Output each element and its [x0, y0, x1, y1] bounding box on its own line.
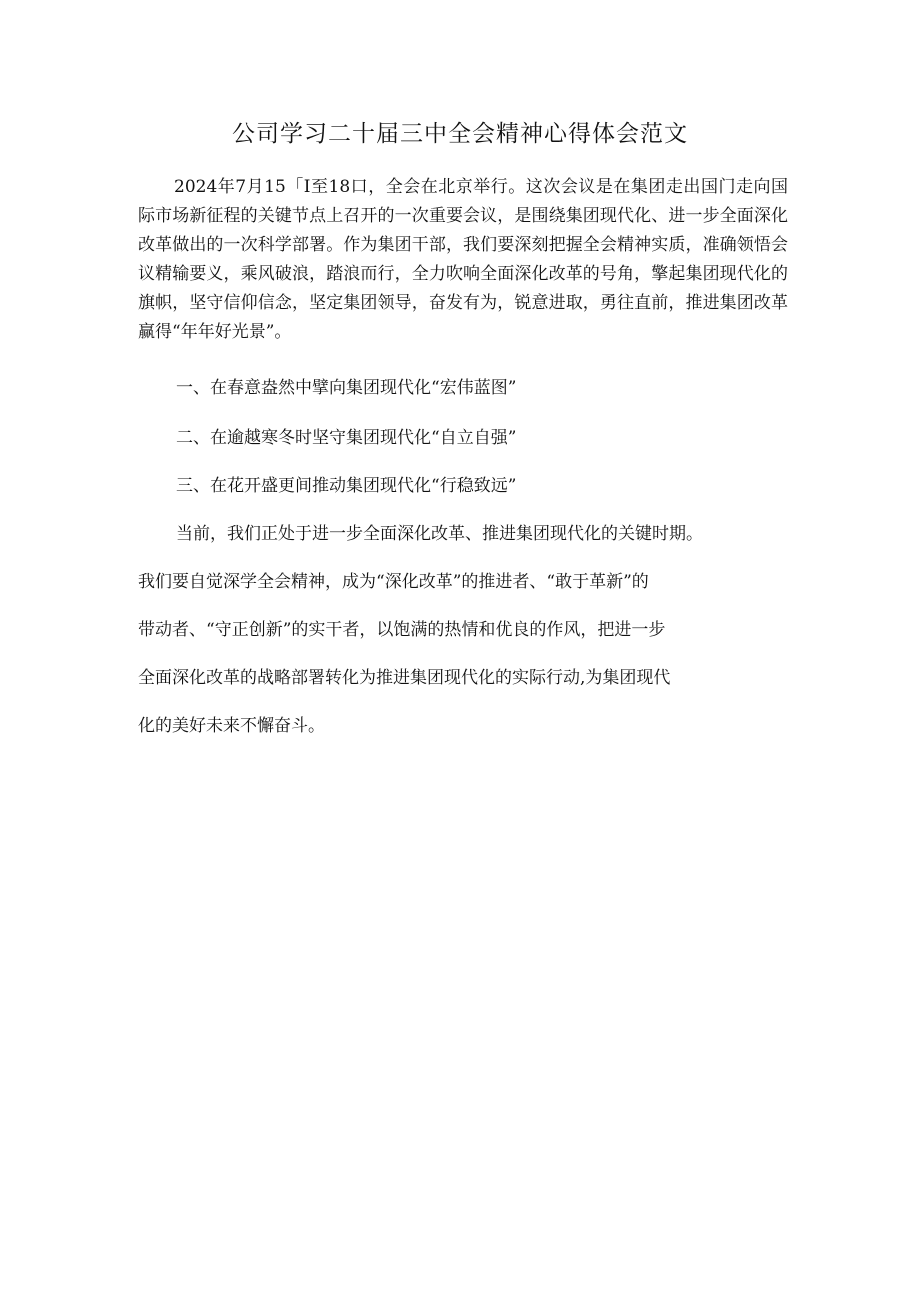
section-heading-1: 一、在春意盎然中擘向集团现代化“宏伟蓝图” [176, 378, 517, 398]
closing-line-3: 带动者、“守正创新”的实干者，以饱满的热情和优良的作风，把进一步 [138, 620, 666, 640]
closing-line-4: 全面深化改革的战略部署转化为推进集团现代化的实际行动,为集团现代 [138, 668, 671, 688]
closing-line-2: 我们要自觉深学全会精神，成为“深化改革”的推进者、“敢于革新”的 [138, 572, 649, 592]
closing-line-1: 当前，我们正处于进一步全面深化改革、推进集团现代化的关键时期。 [176, 524, 703, 544]
closing-line-5: 化的美好未来不懈奋斗。 [138, 716, 325, 736]
section-heading-3: 三、在花开盛更间推动集团现代化“行稳致远” [176, 476, 517, 496]
document-title: 公司学习二十届三中全会精神心得体会范文 [232, 121, 688, 147]
intro-paragraph: 2024年7月15「I至18口，全会在北京举行。这次会议是在集团走出国门走向国际市场新征程的关键节点上召开的一次重要会议，是围绕集团现代化、进一步全面深化改革做出的一次科学部署。作为集团干部，我们要深刻把握全会精神实质，准确领悟会议精输要义，乘风破浪，踏浪而行，全力吹响全面深化改革的号角，擎起集团现代化的旗帜，坚守信仰信念，坚定集团领导，奋发有为，锐意进取，勇往直前，推进集团改革赢得“年年好光景”。 [138, 177, 788, 342]
section-heading-2: 二、在逾越寒冬时坚守集团现代化“自立自强” [176, 428, 517, 448]
